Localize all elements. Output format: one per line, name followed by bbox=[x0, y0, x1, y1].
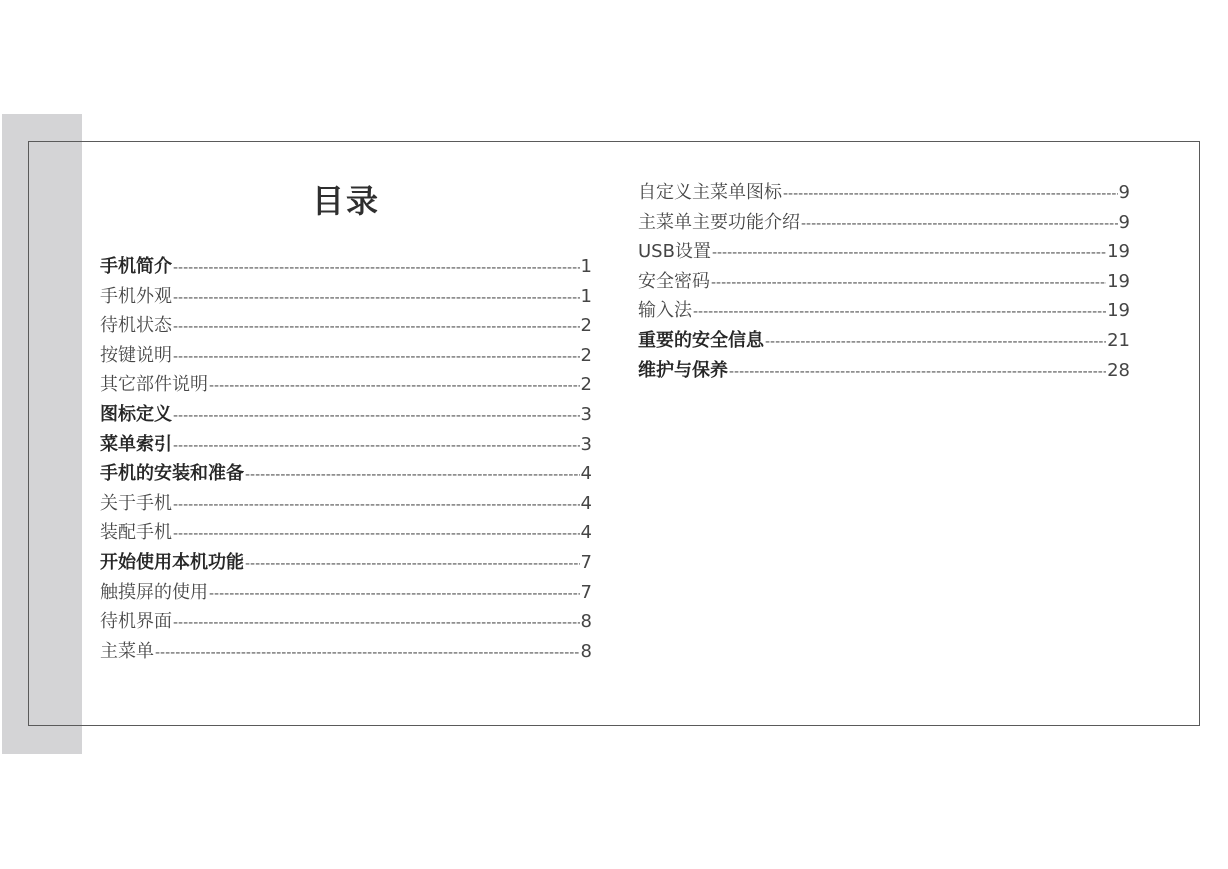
toc-entry-page-number: 7 bbox=[580, 551, 592, 573]
toc-entry-page-number: 21 bbox=[1107, 329, 1130, 351]
toc-entry[interactable] bbox=[100, 430, 592, 460]
toc-leader-dashes bbox=[173, 520, 580, 550]
toc-entry[interactable] bbox=[638, 326, 1130, 356]
toc-entry[interactable] bbox=[638, 296, 1130, 326]
toc-entry[interactable] bbox=[100, 518, 592, 548]
toc-entry-label: 主菜单主要功能介绍 bbox=[638, 211, 800, 233]
toc-entry-label: USB设置 bbox=[638, 241, 711, 263]
toc-leader-dashes bbox=[173, 284, 580, 314]
toc-entry-page-number: 7 bbox=[580, 581, 592, 603]
toc-entry-label: 开始使用本机功能 bbox=[100, 551, 244, 573]
toc-entry[interactable] bbox=[100, 578, 592, 608]
toc-entry[interactable] bbox=[100, 459, 592, 489]
toc-entry[interactable] bbox=[638, 237, 1130, 267]
toc-leader-dashes bbox=[155, 639, 580, 669]
toc-entry-label: 安全密码 bbox=[638, 270, 710, 292]
toc-entry[interactable] bbox=[638, 208, 1130, 238]
toc-entry[interactable] bbox=[100, 548, 592, 578]
toc-entry-page-number: 3 bbox=[580, 403, 592, 425]
toc-leader-dashes bbox=[801, 210, 1118, 240]
toc-leader-dashes bbox=[765, 328, 1106, 358]
toc-entry-page-number: 19 bbox=[1107, 300, 1130, 322]
toc-entry-page-number: 28 bbox=[1107, 359, 1130, 381]
toc-entry-label: 输入法 bbox=[638, 300, 692, 322]
toc-entry-label: 主菜单 bbox=[100, 640, 154, 662]
toc-leader-dashes bbox=[245, 461, 580, 491]
toc-title: 目录 bbox=[311, 182, 380, 220]
toc-entry[interactable] bbox=[100, 370, 592, 400]
toc-leader-dashes bbox=[173, 313, 580, 343]
toc-entry[interactable] bbox=[100, 252, 592, 282]
toc-entry-label: 待机界面 bbox=[100, 611, 172, 633]
toc-entry-page-number: 4 bbox=[580, 492, 592, 514]
toc-entry-label: 图标定义 bbox=[100, 403, 172, 425]
toc-entry[interactable] bbox=[100, 400, 592, 430]
toc-leader-dashes bbox=[173, 432, 580, 462]
toc-leader-dashes bbox=[245, 550, 580, 580]
toc-entry-page-number: 3 bbox=[580, 433, 592, 455]
toc-entry-page-number: 2 bbox=[580, 344, 592, 366]
toc-leader-dashes bbox=[173, 343, 580, 373]
toc-leader-dashes bbox=[173, 254, 580, 284]
toc-entry-page-number: 1 bbox=[580, 285, 592, 307]
toc-leader-dashes bbox=[173, 491, 580, 521]
toc-leader-dashes bbox=[783, 180, 1118, 210]
toc-entry-label: 重要的安全信息 bbox=[638, 329, 764, 351]
toc-entry-label: 维护与保养 bbox=[638, 359, 728, 381]
toc-entry-page-number: 19 bbox=[1107, 270, 1130, 292]
toc-leader-dashes bbox=[209, 372, 580, 402]
toc-entry-page-number: 4 bbox=[580, 522, 592, 544]
toc-entry-label: 待机状态 bbox=[100, 315, 172, 337]
toc-entry-page-number: 2 bbox=[580, 374, 592, 396]
toc-left-column bbox=[100, 252, 592, 666]
toc-entry-page-number: 9 bbox=[1118, 182, 1130, 203]
toc-entry[interactable] bbox=[100, 341, 592, 371]
toc-entry[interactable] bbox=[100, 311, 592, 341]
toc-entry-label: 自定义主菜单图标 bbox=[638, 182, 782, 203]
toc-leader-dashes bbox=[173, 402, 580, 432]
toc-entry-page-number: 19 bbox=[1107, 241, 1130, 263]
toc-entry[interactable] bbox=[100, 637, 592, 667]
toc-entry-label: 按键说明 bbox=[100, 344, 172, 366]
toc-entry-label: 关于手机 bbox=[100, 492, 172, 514]
toc-entry-label: 手机的安装和准备 bbox=[100, 463, 244, 485]
toc-entry-label: 其它部件说明 bbox=[100, 374, 208, 396]
toc-entry-label: 手机外观 bbox=[100, 285, 172, 307]
toc-entry-label: 触摸屏的使用 bbox=[100, 581, 208, 603]
toc-leader-dashes bbox=[711, 269, 1106, 299]
toc-entry[interactable] bbox=[638, 267, 1130, 297]
toc-leader-dashes bbox=[712, 239, 1106, 269]
toc-entry-page-number: 9 bbox=[1118, 211, 1130, 233]
toc-leader-dashes bbox=[209, 580, 580, 610]
toc-leader-dashes bbox=[173, 609, 580, 639]
toc-leader-dashes bbox=[693, 298, 1106, 328]
toc-entry-page-number: 8 bbox=[580, 640, 592, 662]
toc-entry-page-number: 1 bbox=[580, 256, 592, 277]
toc-entry[interactable] bbox=[100, 607, 592, 637]
toc-entry[interactable] bbox=[100, 489, 592, 519]
toc-entry[interactable] bbox=[638, 356, 1130, 386]
toc-right-column bbox=[638, 178, 1130, 385]
toc-entry[interactable] bbox=[638, 178, 1130, 208]
toc-entry-page-number: 4 bbox=[580, 463, 592, 485]
toc-entry-label: 菜单索引 bbox=[100, 433, 172, 455]
toc-leader-dashes bbox=[729, 358, 1106, 388]
toc-entry-page-number: 2 bbox=[580, 315, 592, 337]
toc-entry[interactable] bbox=[100, 282, 592, 312]
toc-entry-page-number: 8 bbox=[580, 611, 592, 633]
toc-entry-label: 手机简介 bbox=[100, 256, 172, 277]
toc-entry-label: 装配手机 bbox=[100, 522, 172, 544]
